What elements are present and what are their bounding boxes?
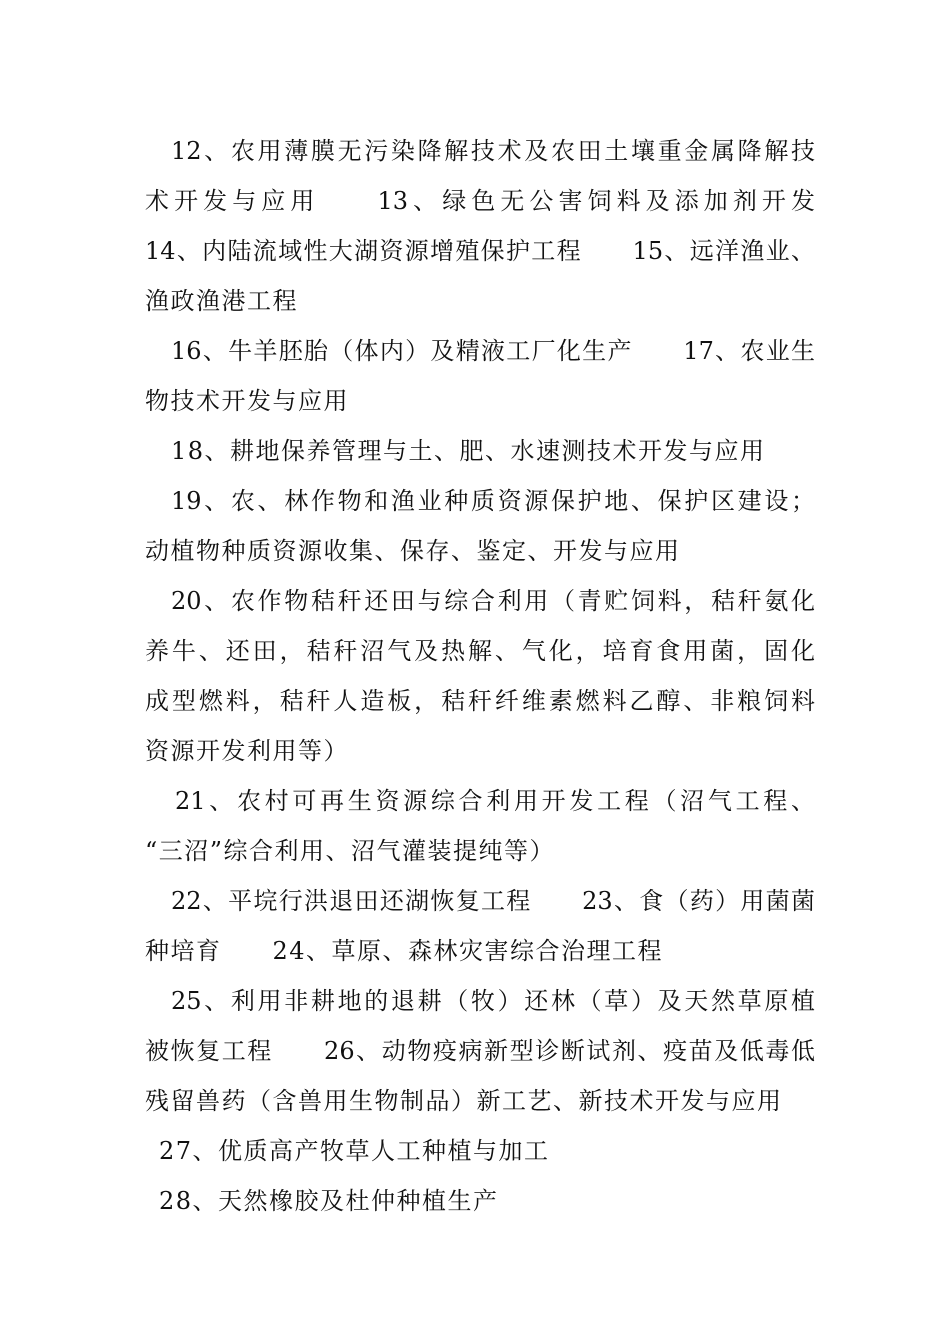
text-line-item-19: 19、农、林作物和渔业种质资源保护地、保护区建设； [171,487,815,515]
text-line-item-18: 18、耕地保养管理与土、肥、水速测技术开发与应用 [171,437,766,465]
text-line-item-25-26: 被恢复工程 26、动物疫病新型诊断试剂、疫苗及低毒低 [145,1037,815,1065]
text-line-item-21: 21、农村可再生资源综合利用开发工程（沼气工程、 [175,787,815,815]
text-line-item-15-cont: 渔政渔港工程 [145,287,298,315]
text-line-item-26-cont: 残留兽药（含兽用生物制品）新工艺、新技术开发与应用 [145,1087,783,1115]
text-line-item-21-cont: “三沼”综合利用、沼气灌装提纯等） [145,837,556,865]
text-line-item-28: 28、天然橡胶及杜仲种植生产 [159,1187,499,1215]
document-body [145,126,815,1226]
text-line-item-20-cont-2: 成型燃料，秸秆人造板，秸秆纤维素燃料乙醇、非粮饲料 [145,687,815,715]
text-line-item-12: 12、农用薄膜无污染降解技术及农田土壤重金属降解技 [171,137,815,165]
text-line-item-19-cont: 动植物种质资源收集、保存、鉴定、开发与应用 [145,537,681,565]
text-line-item-25: 25、利用非耕地的退耕（牧）还林（草）及天然草原植 [171,987,815,1015]
text-line-item-27: 27、优质高产牧草人工种植与加工 [159,1137,550,1165]
text-line-item-17-cont: 物技术开发与应用 [145,387,349,415]
text-line-item-16-17: 16、牛羊胚胎（体内）及精液工厂化生产 17、农业生 [171,337,815,365]
text-line-item-14-15: 14、内陆流域性大湖资源增殖保护工程 15、远洋渔业、 [145,237,815,265]
text-line-item-20-cont-3: 资源开发利用等） [145,737,349,765]
text-line-item-22-23: 22、平垸行洪退田还湖恢复工程 23、食（药）用菌菌 [171,887,815,915]
text-line-item-23-24: 种培育 24、草原、森林灾害综合治理工程 [145,937,664,965]
text-line-item-20: 20、农作物秸秆还田与综合利用（青贮饲料，秸秆氨化 [171,587,815,615]
text-line-item-12-13: 术开发与应用 13、绿色无公害饲料及添加剂开发 [145,187,815,215]
text-line-item-20-cont-1: 养牛、还田，秸秆沼气及热解、气化，培育食用菌，固化 [145,637,815,665]
